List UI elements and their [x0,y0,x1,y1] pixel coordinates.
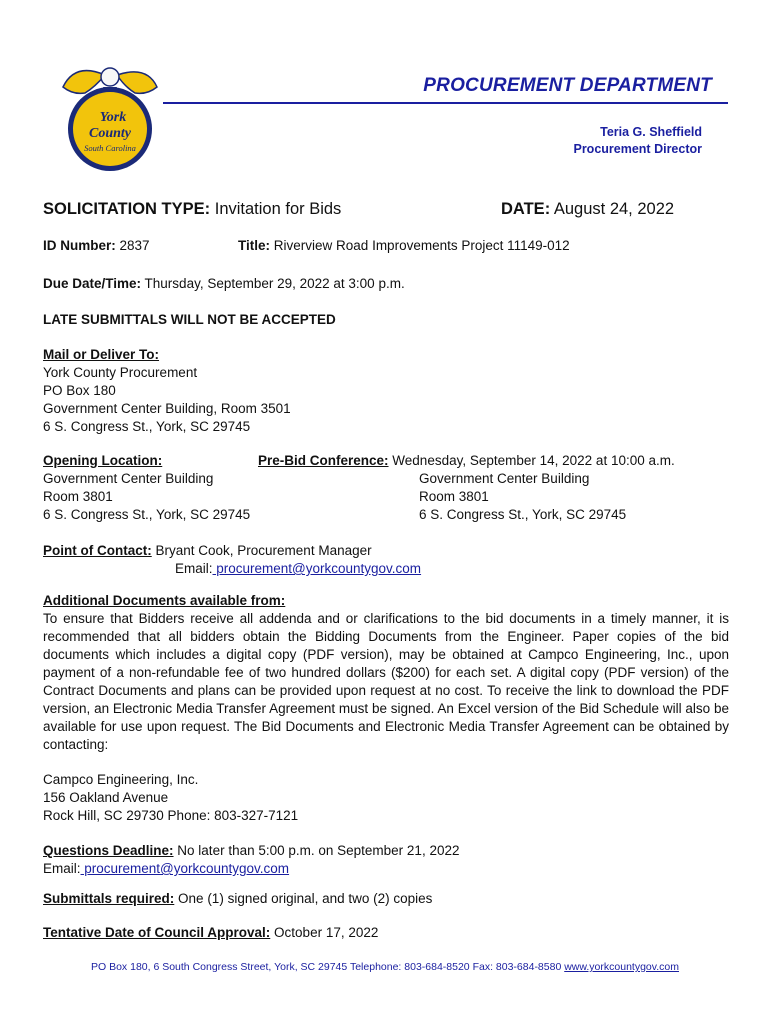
prebid-line: Room 3801 [419,489,489,504]
questions-value: No later than 5:00 p.m. on September 21, 2022 [177,843,460,858]
solicitation-date [501,200,674,219]
additional-heading [43,592,285,610]
opening-line: Government Center Building [43,471,214,486]
prebid-line: Government Center Building [419,471,590,486]
contact-heading: Point of Contact: [43,543,152,558]
questions-heading: Questions Deadline: [43,843,174,858]
opening-line: 6 S. Congress St., York, SC 29745 [43,507,251,522]
department-title: PROCUREMENT DEPARTMENT [423,75,712,96]
logo-text-york: York [99,110,127,125]
mail-line: 6 S. Congress St., York, SC 29745 [43,419,251,434]
york-county-seal-logo [55,57,165,177]
id-number-value: 2837 [119,238,150,253]
questions-row [43,842,459,860]
date-label: DATE: [501,200,551,218]
prebid-heading-row [258,452,675,470]
submittals-row [43,890,432,908]
prebid-heading: Pre-Bid Conference: [258,453,389,468]
mail-block [43,346,291,436]
questions-email-row [43,860,459,878]
prebid-when: Wednesday, September 14, 2022 at 10:00 a.m. [392,453,675,468]
director-title: Procurement Director [573,142,702,156]
submittals-value: One (1) signed original, and two (2) copies [178,891,433,906]
contact-name: Bryant Cook, Procurement Manager [155,543,372,558]
director-block [573,124,702,158]
due-date-label: Due Date/Time: [43,276,142,291]
contact-email-link[interactable]: procurement@yorkcountygov.com [212,561,422,576]
mail-line: PO Box 180 [43,383,116,398]
engineer-address [43,771,298,825]
due-date-value: Thursday, September 29, 2022 at 3:00 p.m. [144,276,405,291]
contact-block [43,542,421,578]
footer-website-link[interactable]: www.yorkcountygov.com [564,961,679,973]
logo-text-county: County [88,126,132,141]
address-line: Rock Hill, SC 29730 Phone: 803-327-7121 [43,808,299,823]
director-name: Teria G. Sheffield [600,125,702,139]
project-title [238,238,570,253]
solicitation-type-value: Invitation for Bids [214,200,342,218]
late-notice-text: LATE SUBMITTALS WILL NOT BE ACCEPTED [43,312,336,327]
logo-text-state: South Carolina [84,143,136,153]
contact-row [43,542,421,560]
project-title-label: Title: [238,238,271,253]
footer-text: PO Box 180, 6 South Congress Street, York, SC 29745 Telephone: 803-684-8520 Fax: 803-684-8580 [91,961,565,973]
council-row [43,924,378,942]
id-number-label: ID Number: [43,238,116,253]
project-title-value: Riverview Road Improvements Project 11149-012 [273,238,570,253]
prebid-block [419,470,626,524]
contact-email-row [43,560,421,578]
additional-heading-text: Additional Documents available from: [43,593,286,608]
additional-body: To ensure that Bidders receive all addenda and or clarifications to the bid documents in a timely manner, it is recommended that all bidders obtain the Bidding Documents from the Engineer. Paper copies of the bid documents which includes a digital copy (PDF version), may be obtained at Campco Engineering, Inc., upon payment of a non-refundable fee of two hundred dollars ($200) for each set. A digital copy (PDF version) of the Contract Documents and plans can be provided upon request at no cost. To receive the link to download the PDF version, an Electronic Media Transfer Agreement must be signed. An Excel version of the Bid Schedule will also be available for use upon request. The Bid Documents and Electronic Media Transfer Agreement can be obtained by contacting: [43,611,729,752]
council-heading: Tentative Date of Council Approval: [43,925,271,940]
questions-block [43,842,459,878]
page-footer [0,961,770,973]
address-line: 156 Oakland Avenue [43,790,169,805]
council-value: October 17, 2022 [274,925,379,940]
solicitation-type-label: SOLICITATION TYPE: [43,200,211,218]
mail-line: York County Procurement [43,365,198,380]
prebid-line: 6 S. Congress St., York, SC 29745 [419,507,627,522]
contact-email-label: Email: [175,561,213,576]
opening-line: Room 3801 [43,489,113,504]
opening-heading [43,452,250,470]
mail-heading: Mail or Deliver To: [43,347,160,362]
questions-email-label: Email: [43,861,81,876]
questions-email-link[interactable]: procurement@yorkcountygov.com [80,861,290,876]
opening-heading-text: Opening Location: [43,453,163,468]
date-value: August 24, 2022 [553,200,675,218]
mail-line: Government Center Building, Room 3501 [43,401,291,416]
solicitation-type [43,200,341,219]
late-notice [43,312,336,327]
id-number [43,238,150,253]
header-divider [163,102,728,104]
due-date [43,276,405,291]
address-line: Campco Engineering, Inc. [43,772,199,787]
submittals-heading: Submittals required: [43,891,175,906]
opening-block [43,452,250,524]
